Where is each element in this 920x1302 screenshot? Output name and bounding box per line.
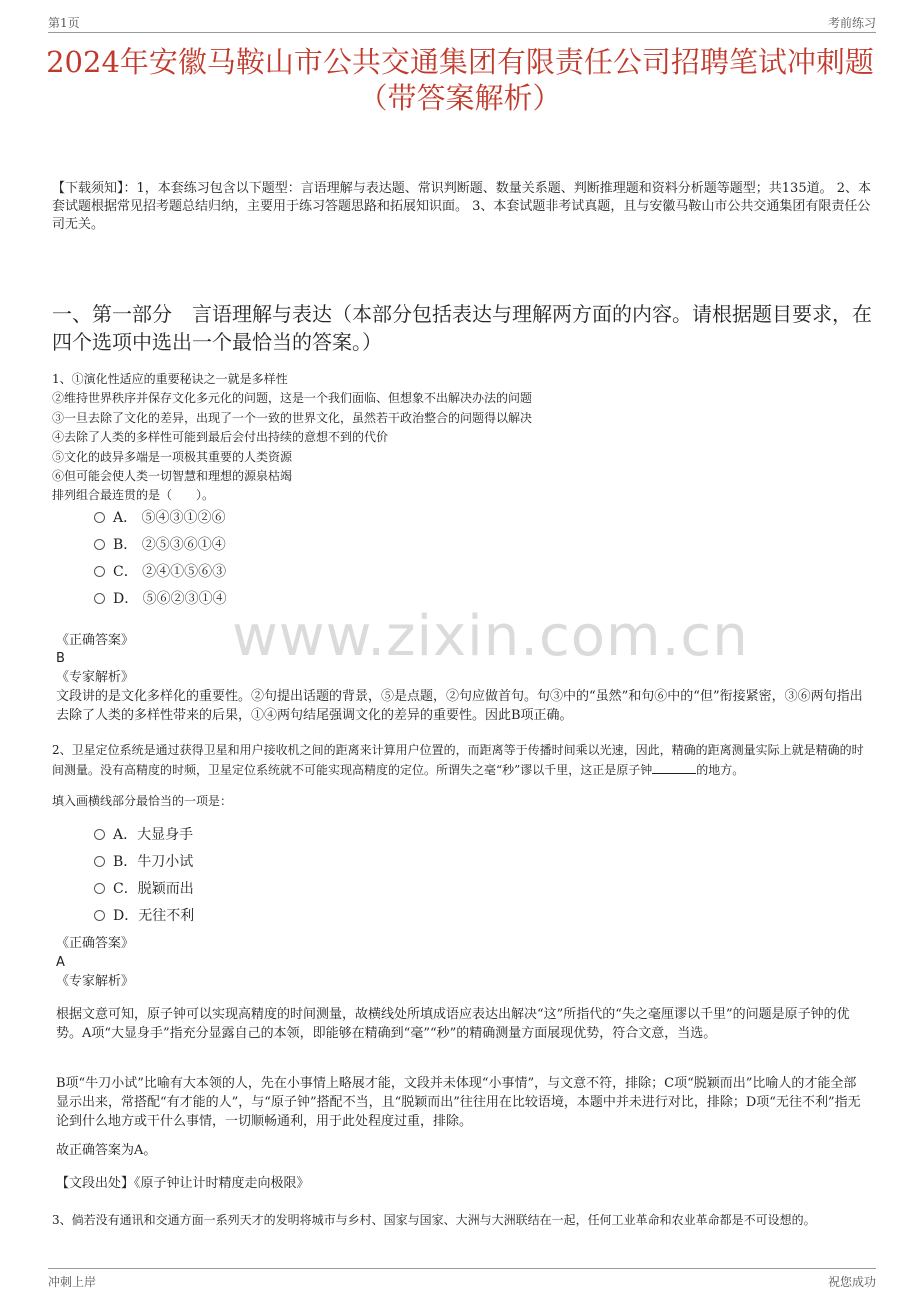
- section-heading: 一、第一部分 言语理解与表达（本部分包括表达与理解两方面的内容。请根据题目要求，在四个选项中选出一个最恰当的答案。）: [52, 302, 872, 354]
- document-title: 2024年安徽马鞍山市公共交通集团有限责任公司招聘笔试冲刺题（带答案解析）: [46, 45, 874, 115]
- q2-source: 【文段出处】《原子钟让计时精度走向极限》: [56, 1176, 310, 1191]
- footer-right: 祝您成功: [827, 1275, 876, 1289]
- radio-icon[interactable]: [94, 856, 105, 867]
- q1-line: 1、①演化性适应的重要秘诀之一就是多样性: [52, 372, 288, 386]
- q3-stem: 3、倘若没有通讯和交通方面一系列天才的发明将城市与乡村、国家与国家、大洲与大洲联结在一起，任何工业革命和农业革命都是不可设想的。: [52, 1213, 816, 1227]
- q1-line: ②维持世界秩序并保存文化多元化的问题，这是一个我们面临、但想象不出解决办法的问题: [52, 391, 533, 405]
- q2-analysis-label: 《专家解析》: [56, 974, 135, 989]
- q2-option-c[interactable]: C．脱颖而出: [94, 880, 194, 898]
- q2-answer: A: [56, 955, 65, 970]
- q2-answer-label: 《正确答案》: [56, 936, 135, 951]
- radio-icon[interactable]: [94, 539, 105, 550]
- radio-icon[interactable]: [94, 566, 105, 577]
- q2-analysis-p3: 故正确答案为A。: [56, 1143, 157, 1158]
- q1-answer: B: [56, 651, 65, 666]
- header-tag: 考前练习: [827, 16, 876, 30]
- page-header: [48, 14, 876, 33]
- q1-option-b[interactable]: B． ②⑤③⑥①④: [94, 536, 226, 554]
- q2-prompt: 填入画横线部分最恰当的一项是：: [52, 794, 233, 808]
- q1-line: ⑤文化的歧异多端是一项极其重要的人类资源: [52, 450, 293, 464]
- q2-analysis-p1: 根据文意可知，原子钟可以实现高精度的时间测量，故横线处所填成语应表达出解决“这”所指代的“失之毫厘谬以千里”的问题是原子钟的优势。A项“大显身手”指充分显露自己的本领，即能够在精确到“毫”“秒”的精确测量方面展现优势，符合文意，当选。: [56, 1007, 850, 1041]
- q1-option-c[interactable]: C． ②④①⑤⑥③: [94, 563, 226, 581]
- q1-option-d[interactable]: D． ⑤⑥②③①④: [94, 590, 227, 608]
- q1-line: ③一旦去除了文化的差异，出现了一个一致的世界文化，虽然若干政治整合的问题得以解决: [52, 411, 533, 425]
- q2-option-b[interactable]: B．牛刀小试: [94, 853, 193, 871]
- radio-icon[interactable]: [94, 883, 105, 894]
- download-notice: 【下载须知】：1，本套练习包含以下题型：言语理解与表达题、常识判断题、数量关系题、判断推理题和资料分析题等题型；共135道。 2、本套试题根据常见招考题总结归纳，主要用于练习答题思路和拓展知识面。 3、本套试题非考试真题，且与安徽马鞍山市公共交通集团有限责任公司无关。: [52, 181, 871, 232]
- q1-prompt: 排列组合最连贯的是（ ）。: [52, 488, 215, 502]
- q2-analysis-p2: B项“牛刀小试”比喻有大本领的人，先在小事情上略展才能，文段并未体现“小事情”，与文意不符，排除；C项“脱颖而出”比喻人的才能全部显示出来，常搭配“有才能的人”，与“原子钟”搭配不当，且“脱颖而出”往往用在比较语境，本题中并未进行对比，排除；D项“无往不利”指无论到什么地方或干什么事情，一切顺畅通利，用于此处程度过重，排除。: [56, 1076, 861, 1129]
- watermark: www.zixin.com.cn: [232, 604, 749, 669]
- radio-icon[interactable]: [94, 829, 105, 840]
- page-footer: [48, 1268, 876, 1295]
- footer-left: 冲刺上岸: [48, 1275, 97, 1289]
- q2-option-d[interactable]: D．无往不利: [94, 907, 194, 925]
- page-number: 第1页: [48, 16, 80, 30]
- q1-answer-label: 《正确答案》: [56, 633, 135, 648]
- fill-blank: [652, 761, 696, 774]
- radio-icon[interactable]: [94, 593, 105, 604]
- q1-analysis-label: 《专家解析》: [56, 670, 135, 685]
- q1-option-a[interactable]: A． ⑤④③①②⑥: [94, 509, 226, 527]
- q2-option-a[interactable]: A．大显身手: [94, 826, 193, 844]
- q1-analysis: 文段讲的是文化多样化的重要性。②句提出话题的背景，⑤是点题，②句应做首句。句③中的“虽然”和句⑥中的“但”衔接紧密，③⑥两句指出去除了人类的多样性带来的后果，①④两句结尾强调文化的差异的重要性。因此B项正确。: [56, 689, 863, 723]
- radio-icon[interactable]: [94, 512, 105, 523]
- q2-stem: 2、卫星定位系统是通过获得卫星和用户接收机之间的距离来计算用户位置的，而距离等于传播时间乘以光速，因此，精确的距离测量实际上就是精确的时间测量。没有高精度的时频，卫星定位系统就不可能实现高精度的定位。所谓失之毫“秒”谬以千里，这正是原子钟 的地方。: [52, 743, 864, 777]
- q1-line: ④去除了人类的多样性可能到最后会付出持续的意想不到的代价: [52, 430, 389, 444]
- q1-line: ⑥但可能会使人类一切智慧和理想的源泉枯竭: [52, 469, 293, 483]
- radio-icon[interactable]: [94, 910, 105, 921]
